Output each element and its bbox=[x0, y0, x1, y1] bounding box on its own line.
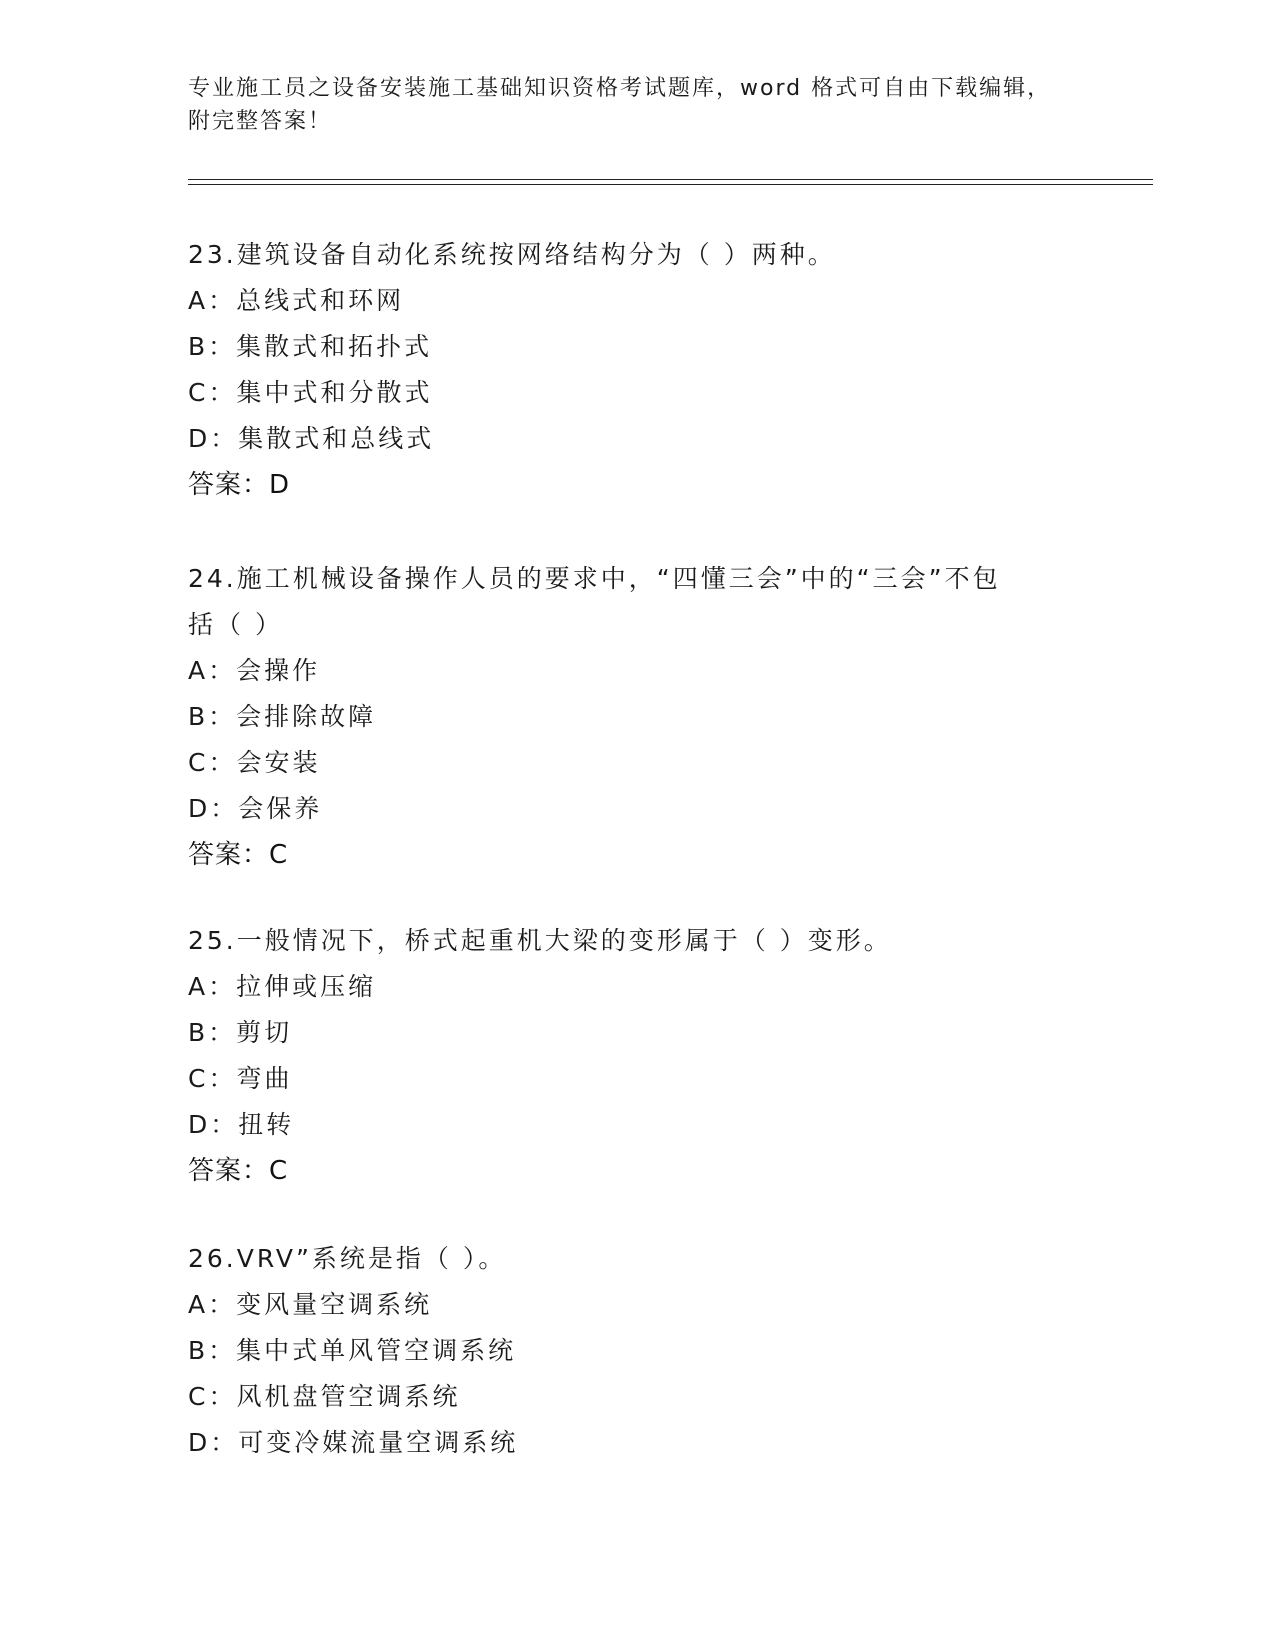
question-24 bbox=[188, 556, 1088, 878]
option-c: C：弯曲 bbox=[188, 1064, 293, 1093]
answer: 答案：D bbox=[188, 470, 291, 500]
question-stem-continued: 括（ ） bbox=[188, 610, 283, 639]
question-stem: 26.VRV”系统是指（ ）。 bbox=[188, 1244, 507, 1273]
question-23 bbox=[188, 232, 1088, 508]
question-stem: 24.施工机械设备操作人员的要求中，“四懂三会”中的“三会”不包 bbox=[188, 564, 1001, 593]
option-a: A：会操作 bbox=[188, 656, 321, 685]
header-divider-bottom bbox=[188, 184, 1153, 185]
header-line-1: 专业施工员之设备安装施工基础知识资格考试题库，word 格式可自由下载编辑， bbox=[188, 76, 1052, 101]
question-stem: 25.一般情况下，桥式起重机大梁的变形属于（ ）变形。 bbox=[188, 926, 892, 955]
question-26 bbox=[188, 1236, 1088, 1466]
question-25 bbox=[188, 918, 1088, 1194]
option-b: B：会排除故障 bbox=[188, 702, 377, 731]
question-stem: 23.建筑设备自动化系统按网络结构分为（ ）两种。 bbox=[188, 240, 836, 269]
option-d: D：集散式和总线式 bbox=[188, 424, 435, 453]
option-b: B：集中式单风管空调系统 bbox=[188, 1336, 517, 1365]
option-d: D：扭转 bbox=[188, 1110, 295, 1139]
header-divider-top bbox=[188, 179, 1153, 180]
answer: 答案：C bbox=[188, 1156, 289, 1186]
option-d: D：可变冷媒流量空调系统 bbox=[188, 1428, 519, 1457]
option-c: C：集中式和分散式 bbox=[188, 378, 433, 407]
option-a: A：拉伸或压缩 bbox=[188, 972, 377, 1001]
option-b: B：集散式和拓扑式 bbox=[188, 332, 433, 361]
option-a: A：总线式和环网 bbox=[188, 286, 405, 315]
option-c: C：会安装 bbox=[188, 748, 321, 777]
option-c: C：风机盘管空调系统 bbox=[188, 1382, 461, 1411]
option-b: B：剪切 bbox=[188, 1018, 293, 1047]
document-header bbox=[188, 72, 1088, 138]
header-line-2: 附完整答案！ bbox=[188, 109, 333, 134]
option-a: A：变风量空调系统 bbox=[188, 1290, 433, 1319]
answer: 答案：C bbox=[188, 840, 289, 870]
option-d: D：会保养 bbox=[188, 794, 323, 823]
